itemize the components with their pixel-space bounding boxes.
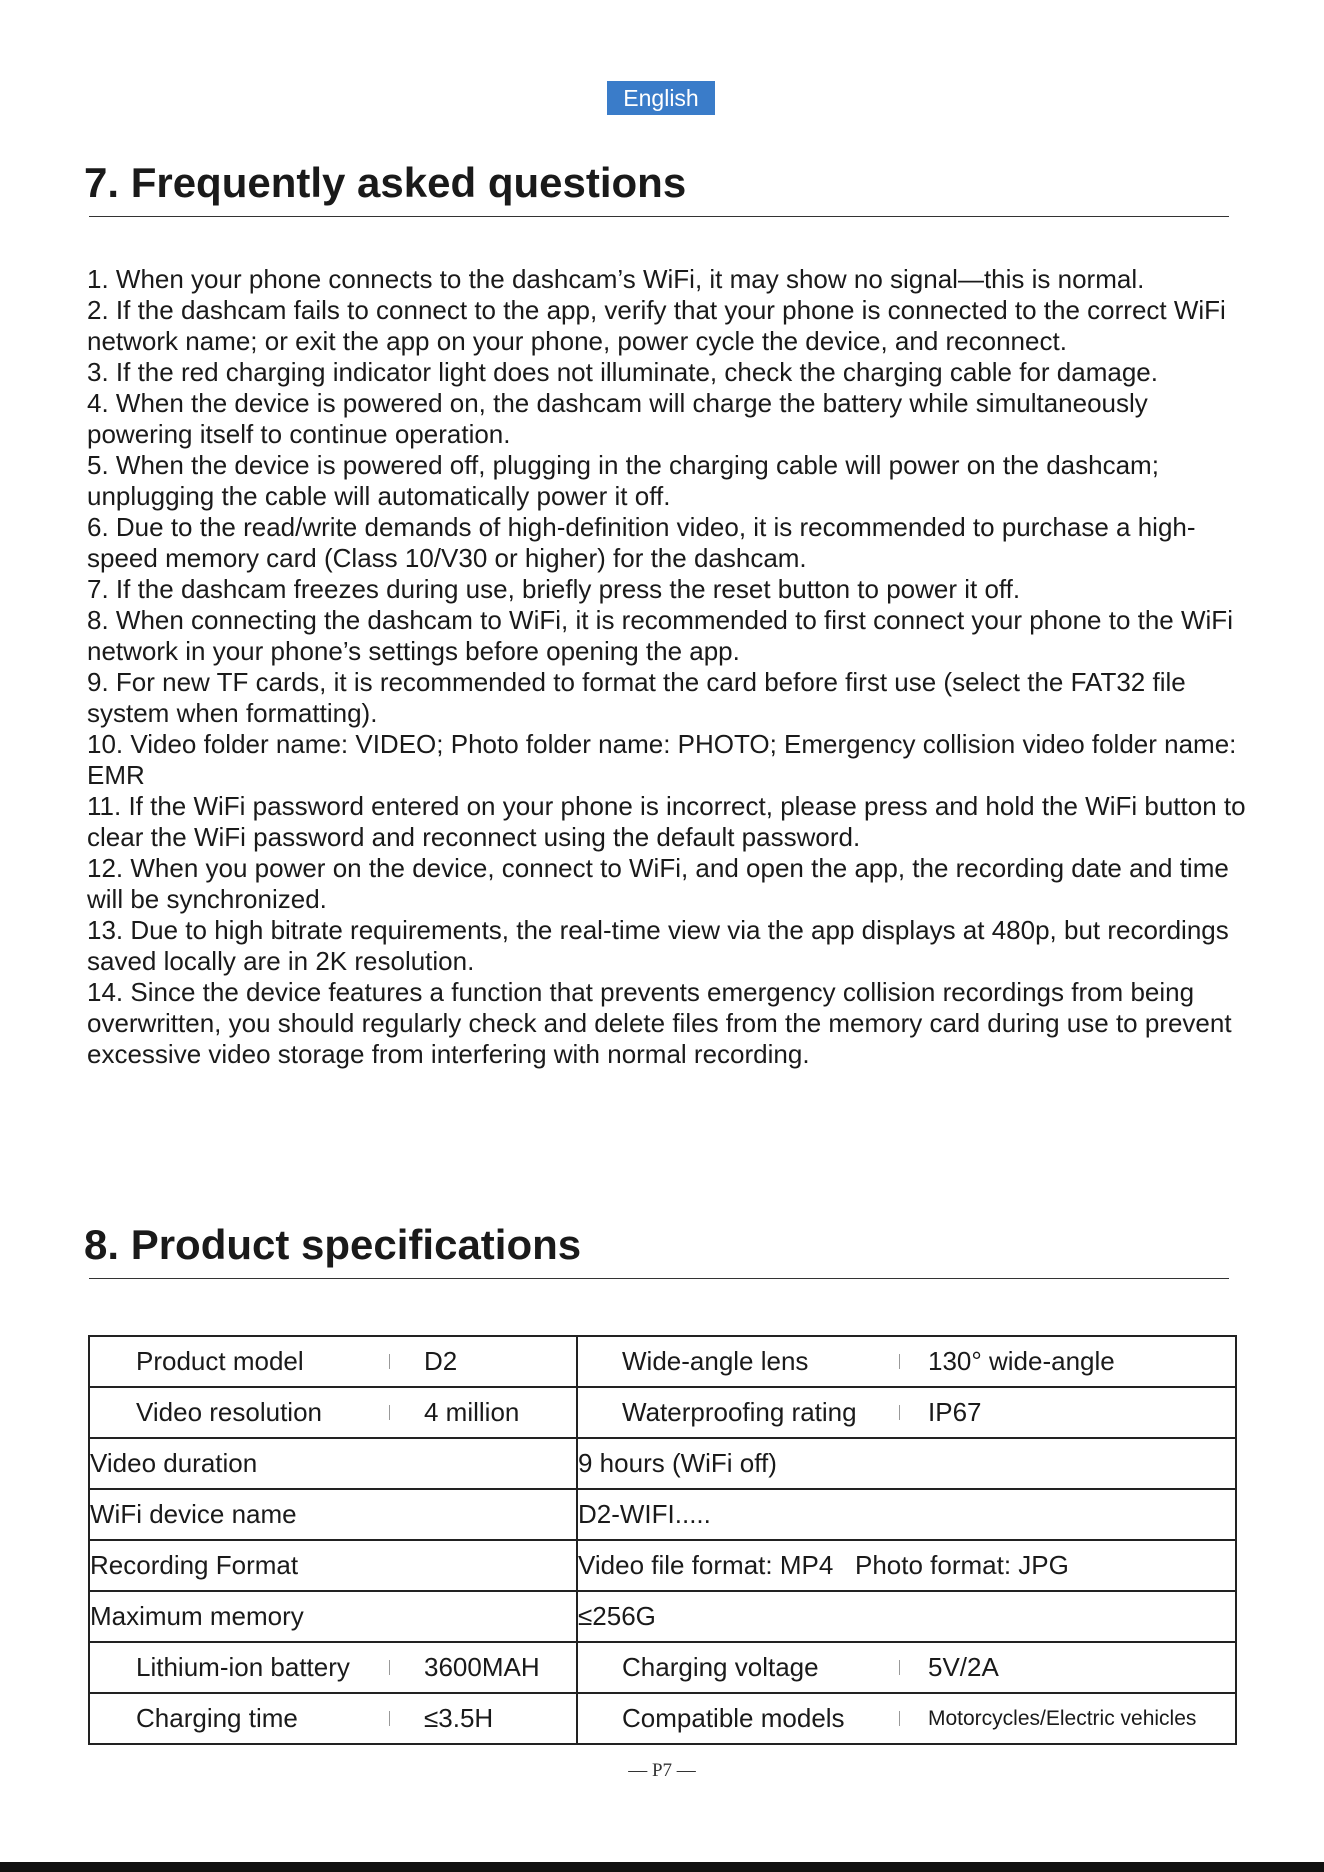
specs-title-divider (89, 1278, 1229, 1279)
table-row (89, 1336, 1236, 1387)
faq-item: 1. When your phone connects to the dashcam’s WiFi, it may show no signal—this is normal. (87, 264, 1145, 294)
spec-value-product-model: D2 (424, 1346, 458, 1376)
spec-label-product-model: Product model (90, 1346, 390, 1377)
spec-value-charging-voltage: 5V/2A (928, 1652, 999, 1682)
faq-section-title: 7. Frequently asked questions (84, 159, 687, 206)
spec-value-lens: 130° wide-angle (928, 1346, 1115, 1376)
faq-item: 10. Video folder name: VIDEO; Photo folder name: PHOTO; Emergency collision video folder name: EMR (87, 729, 1237, 790)
spec-value-maximum-memory: ≤256G (577, 1591, 1236, 1642)
spec-label-video-resolution: Video resolution (90, 1397, 390, 1428)
spec-label-lens: Wide-angle lens (578, 1346, 900, 1377)
spec-label-charging-voltage: Charging voltage (578, 1652, 900, 1683)
spec-label-recording-format: Recording Format (89, 1540, 577, 1591)
spec-value-video-duration: 9 hours (WiFi off) (577, 1438, 1236, 1489)
spec-label-wifi-device-name: WiFi device name (89, 1489, 577, 1540)
table-row (89, 1438, 1236, 1489)
table-row (89, 1591, 1236, 1642)
faq-item: 3. If the red charging indicator light does not illuminate, check the charging cable for damage. (87, 357, 1158, 387)
faq-item: 14. Since the device features a function that prevents emergency collision recordings from being overwritten, you should regularly check and delete files from the memory card during use to prevent excessive video storage from interfering with normal recording. (87, 977, 1232, 1069)
specs-section-title: 8. Product specifications (84, 1221, 582, 1268)
spec-value-battery: 3600MAH (424, 1652, 540, 1682)
table-row (89, 1387, 1236, 1438)
spec-label-waterproof: Waterproofing rating (578, 1397, 900, 1428)
spec-label-battery: Lithium-ion battery (90, 1652, 390, 1683)
table-row (89, 1642, 1236, 1693)
faq-item: 4. When the device is powered on, the dashcam will charge the battery while simultaneously powering itself to continue operation. (87, 388, 1148, 449)
spec-value-video-resolution: 4 million (424, 1397, 520, 1427)
spec-label-video-duration: Video duration (89, 1438, 577, 1489)
faq-item: 8. When connecting the dashcam to WiFi, it is recommended to first connect your phone to the WiFi network in your phone’s settings before opening the app. (87, 605, 1233, 666)
spec-value-recording-format: Video file format: MP4 Photo format: JPG (577, 1540, 1236, 1591)
bottom-edge-bar (0, 1862, 1324, 1872)
faq-list (87, 264, 1247, 1070)
faq-item: 2. If the dashcam fails to connect to the app, verify that your phone is connected to the correct WiFi network name; or exit the app on your phone, power cycle the device, and reconnect. (87, 295, 1226, 356)
spec-value-waterproof: IP67 (928, 1397, 982, 1427)
faq-item: 11. If the WiFi password entered on your phone is incorrect, please press and hold the WiFi button to clear the WiFi password and reconnect using the default password. (87, 791, 1246, 852)
specs-table (88, 1335, 1237, 1745)
faq-item: 12. When you power on the device, connect to WiFi, and open the app, the recording date and time will be synchronized. (87, 853, 1229, 914)
table-row (89, 1693, 1236, 1744)
spec-label-charging-time: Charging time (90, 1703, 390, 1734)
page-number: — P7 — (628, 1760, 696, 1781)
table-row (89, 1489, 1236, 1540)
faq-item: 5. When the device is powered off, plugging in the charging cable will power on the dashcam; unplugging the cable will automatically power it off. (87, 450, 1159, 511)
spec-label-maximum-memory: Maximum memory (89, 1591, 577, 1642)
spec-value-compatible-models: Motorcycles/Electric vehicles (928, 1706, 1197, 1730)
spec-value-charging-time: ≤3.5H (424, 1703, 494, 1733)
spec-label-compatible-models: Compatible models (578, 1703, 900, 1734)
faq-title-divider (89, 216, 1229, 217)
faq-item: 6. Due to the read/write demands of high-definition video, it is recommended to purchase a high-speed memory card (Class 10/V30 or higher) for the dashcam. (87, 512, 1196, 573)
faq-item: 7. If the dashcam freezes during use, briefly press the reset button to power it off. (87, 574, 1021, 604)
faq-item: 9. For new TF cards, it is recommended to format the card before first use (select the FAT32 file system when formatting). (87, 667, 1186, 728)
spec-value-wifi-device-name: D2-WIFI..... (577, 1489, 1236, 1540)
language-badge: English (607, 81, 715, 115)
faq-item: 13. Due to high bitrate requirements, the real-time view via the app displays at 480p, but recordings saved locally are in 2K resolution. (87, 915, 1229, 976)
table-row (89, 1540, 1236, 1591)
